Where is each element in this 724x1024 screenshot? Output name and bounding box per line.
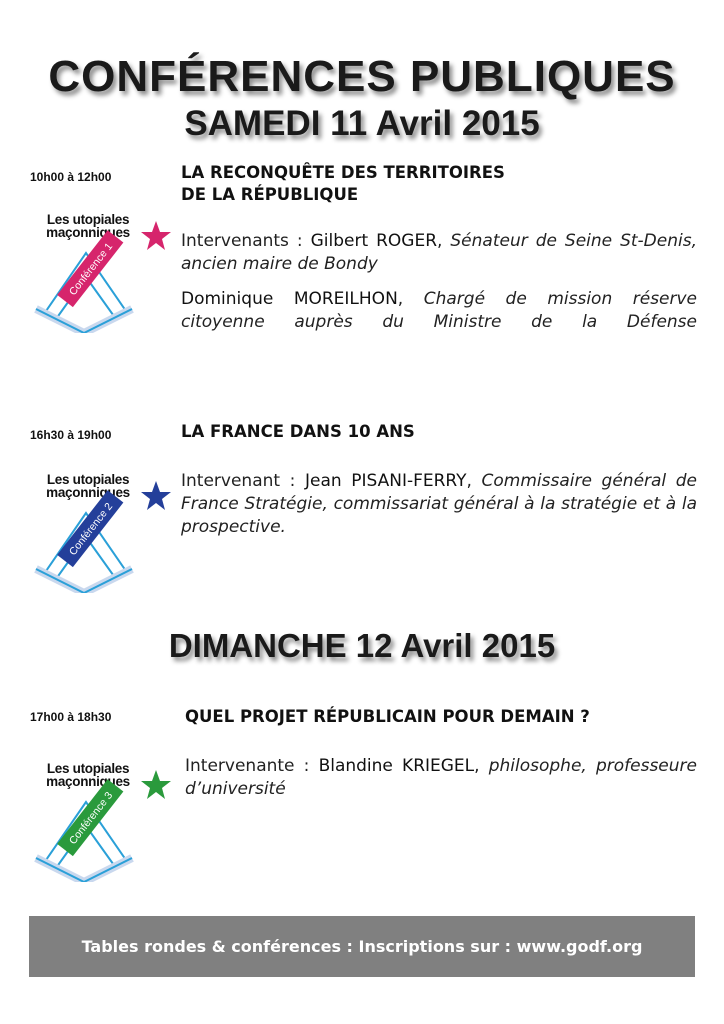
conference-1-star-icon <box>141 221 171 250</box>
footer-banner <box>29 916 695 977</box>
conference-3-badge: Conférence 3 <box>66 789 116 847</box>
speaker-name: Jean PISANI-FERRY <box>304 471 467 491</box>
conference-1-time: 10h00 à 12h00 <box>30 170 112 184</box>
conference-2-badge: Conférence 2 <box>66 500 116 558</box>
conference-1-title <box>181 162 505 206</box>
page-title: CONFÉRENCES PUBLIQUES <box>48 52 676 101</box>
conference-2-time: 16h30 à 19h00 <box>30 428 112 442</box>
conference-1-title-line2: DE LA RÉPUBLIQUE <box>181 185 359 204</box>
speaker-sep: , <box>397 289 424 309</box>
speaker-name: Dominique MOREILHON <box>181 289 398 309</box>
speaker-sep: , <box>466 471 482 491</box>
day-heading-sunday: DIMANCHE 12 Avril 2015 <box>168 627 556 664</box>
conference-3-logo <box>28 762 178 882</box>
speaker-sep: , <box>474 756 489 776</box>
conference-2-star-icon <box>141 481 171 510</box>
speaker-prefix: Intervenant : <box>181 471 305 491</box>
compass-square-icon <box>28 213 178 333</box>
conference-3-time: 17h00 à 18h30 <box>30 710 112 724</box>
speaker-sep: , <box>437 231 451 251</box>
speaker-role: Chargé de mission réserve citoyenne auprès du Ministre de la Défense <box>181 289 698 332</box>
conference-3-star-icon <box>141 770 171 799</box>
logo-text: Les utopiales maçonniques <box>46 212 130 240</box>
conference-2-title: LA FRANCE DANS 10 ANS <box>181 422 415 441</box>
compass-square-icon <box>28 762 178 882</box>
compass-square-icon <box>28 473 178 593</box>
speaker-role: Commissaire général de France Stratégie, commissariat général à la stratégie et à la prospective. <box>181 471 697 537</box>
conference-1-badge: Conférence 1 <box>66 240 116 298</box>
speaker-prefix: Intervenants : <box>181 231 311 251</box>
conference-1-speakers <box>181 230 697 334</box>
conference-1-title-line1: LA RECONQUÊTE DES TERRITOIRES <box>181 163 505 182</box>
conference-1-logo <box>28 213 178 333</box>
conference-3-speakers <box>185 755 697 801</box>
speaker-role: philosophe, professeure d’université <box>185 756 697 799</box>
speaker-name: Gilbert ROGER <box>310 231 438 251</box>
speaker-name: Blandine KRIEGEL <box>318 756 475 776</box>
speaker-role: Sénateur de Seine St-Denis, ancien maire de Bondy <box>181 231 697 274</box>
logo-text: Les utopiales maçonniques <box>46 472 130 500</box>
logo-text: Les utopiales maçonniques <box>46 761 130 789</box>
footer-registration-text: Tables rondes & conférences : Inscriptions sur : www.godf.org <box>81 937 643 956</box>
conference-2-speakers <box>181 470 697 539</box>
conference-2-logo <box>28 473 178 593</box>
speaker-prefix: Intervenante : <box>185 756 319 776</box>
conference-3-title: QUEL PROJET RÉPUBLICAIN POUR DEMAIN ? <box>185 707 590 726</box>
day-heading-saturday: SAMEDI 11 Avril 2015 <box>184 104 540 143</box>
